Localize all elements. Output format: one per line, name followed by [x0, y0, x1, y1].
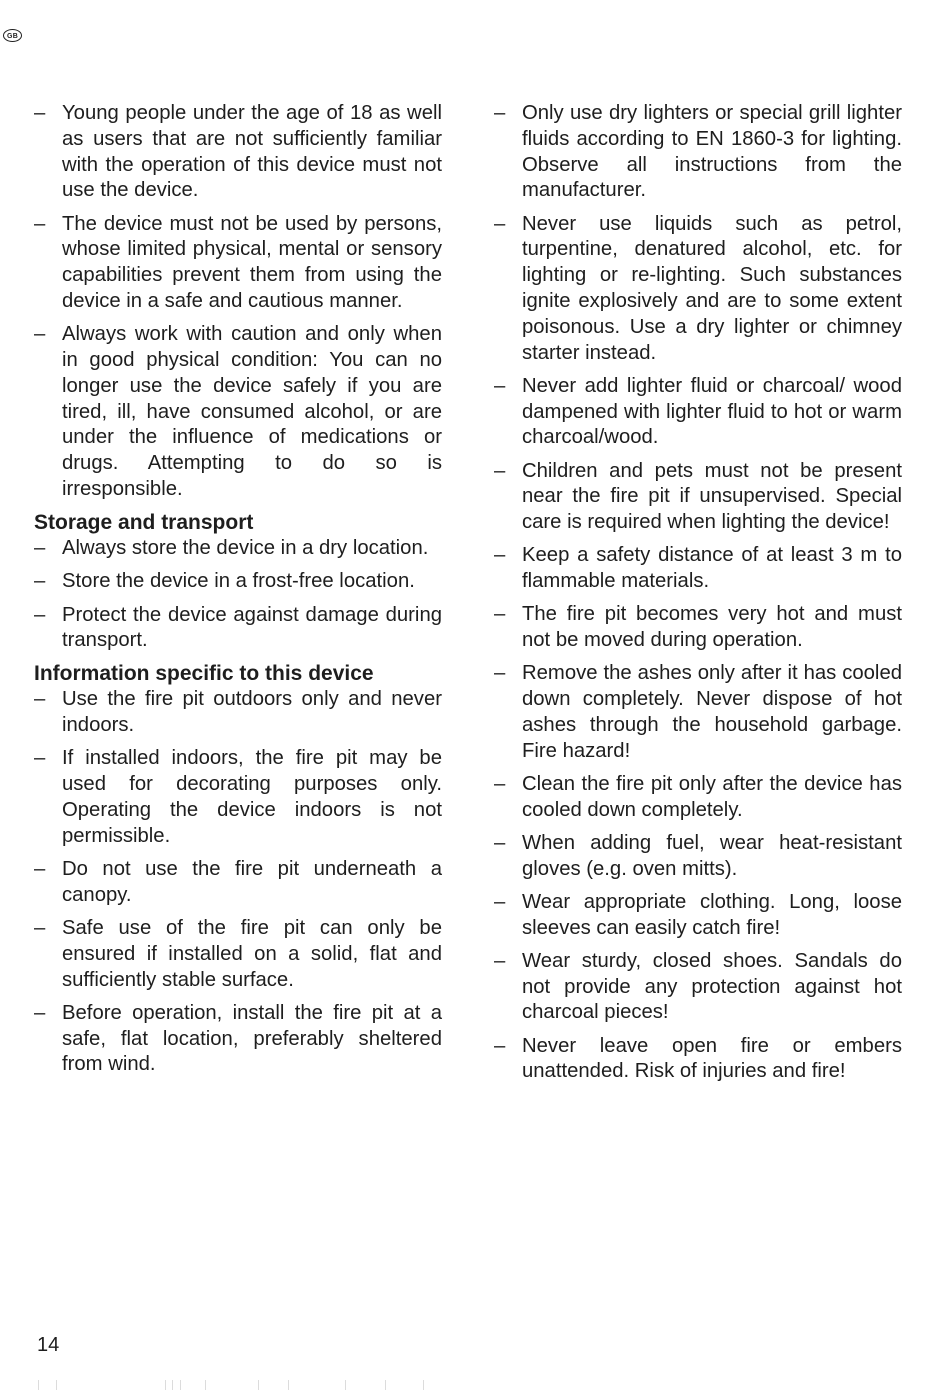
list-item: – Young people under the age of 18 as well as users that are not sufficiently familiar with the operation of this device must not use the device.: [34, 102, 442, 202]
storage-heading: Storage and transport: [34, 511, 254, 535]
list-item: – When adding fuel, wear heat-resistant gloves (e.g. oven mitts).: [494, 831, 902, 880]
bullet-dash: –: [34, 858, 46, 881]
list-item: – Safe use of the fire pit can only be ensured if installed on a solid, flat and sufficiently stable surface.: [34, 917, 442, 991]
bullet-dash: –: [34, 537, 46, 560]
bullet-dash: –: [34, 688, 46, 711]
list-item: – Keep a safety distance of at least 3 m to flammable materials.: [494, 544, 902, 593]
list-item: – Always store the device in a dry location.: [34, 536, 442, 562]
bullet-dash: –: [494, 603, 506, 626]
list-item: – Do not use the fire pit underneath a canopy.: [34, 858, 442, 906]
bullet-dash: –: [494, 459, 506, 482]
list-item: – Remove the ashes only after it has cooled down completely. Never dispose of hot ashes through the household garbage. Fire hazard!: [494, 662, 902, 762]
list-item: – Clean the fire pit only after the device has cooled down completely.: [494, 772, 902, 821]
list-item: – Wear appropriate clothing. Long, loose sleeves can easily catch fire!: [494, 890, 902, 939]
bullet-dash: –: [494, 544, 506, 567]
list-item: – Always work with caution and only when in good physical condition: You can no longer use the device safely if you are tired, ill, have consumed alcohol, or are under the influence of medications or drugs. Attempting to do so is irresponsible.: [34, 323, 442, 500]
list-item: – Store the device in a frost-free location.: [34, 569, 442, 595]
list-item: – Never use liquids such as petrol, turpentine, denatured alcohol, etc. for lighting or re-lighting. Such substances ignite explosively and are to some extent poisonous. Use a dry lighter or chimney starter instead.: [494, 212, 902, 364]
list-item: – Wear sturdy, closed shoes. Sandals do not provide any protection against hot charcoal pieces!: [494, 949, 902, 1024]
bullet-dash: –: [494, 662, 506, 685]
bullet-dash: –: [34, 212, 46, 235]
language-badge: GB: [3, 29, 22, 42]
bullet-dash: –: [494, 949, 506, 972]
right-column: [494, 101, 902, 1093]
info-heading: Information specific to this device: [34, 662, 374, 686]
list-item: – Never leave open fire or embers unattended. Risk of injuries and fire!: [494, 1034, 902, 1083]
list-item: – Protect the device against damage during transport.: [34, 603, 442, 652]
scan-marks: [0, 1380, 950, 1392]
info-list: [34, 687, 442, 1078]
bullet-dash: –: [494, 890, 506, 913]
list-item: – Before operation, install the fire pit at a safe, flat location, preferably sheltered from wind.: [34, 1001, 442, 1076]
bullet-dash: –: [494, 1034, 506, 1057]
list-item: – The device must not be used by persons, whose limited physical, mental or sensory capabilities prevent them from using the device in a safe and cautious manner.: [34, 212, 442, 312]
bullet-dash: –: [494, 831, 506, 854]
bullet-dash: –: [34, 102, 46, 124]
bullet-dash: –: [34, 917, 46, 940]
bullet-dash: –: [494, 374, 506, 397]
list-item: – Only use dry lighters or special grill lighter fluids according to EN 1860-3 for lighting. Observe all instructions from the manufacturer.: [494, 102, 902, 202]
page-number: 14: [37, 1334, 60, 1356]
list-item: – Use the fire pit outdoors only and never indoors.: [34, 688, 442, 737]
list-item: – The fire pit becomes very hot and must not be moved during operation.: [494, 603, 902, 652]
bullet-dash: –: [34, 603, 46, 626]
list-item: – Children and pets must not be present near the fire pit if unsupervised. Special care is required when lighting the device!: [494, 459, 902, 534]
bullet-dash: –: [494, 102, 506, 124]
list-item: – If installed indoors, the fire pit may be used for decorating purposes only. Operating the device indoors is not permissible.: [34, 747, 442, 847]
bullet-dash: –: [34, 323, 46, 346]
safety-list: [494, 101, 902, 1085]
bullet-dash: –: [34, 1001, 46, 1024]
intro-list: [34, 101, 442, 503]
bullet-dash: –: [34, 747, 46, 770]
storage-list: [34, 536, 442, 654]
left-column: [34, 101, 442, 1086]
list-item: – Never add lighter fluid or charcoal/ wood dampened with lighter fluid to hot or warm charcoal/wood.: [494, 374, 902, 449]
bullet-dash: –: [34, 570, 46, 593]
bullet-dash: –: [494, 772, 506, 795]
bullet-dash: –: [494, 212, 506, 235]
